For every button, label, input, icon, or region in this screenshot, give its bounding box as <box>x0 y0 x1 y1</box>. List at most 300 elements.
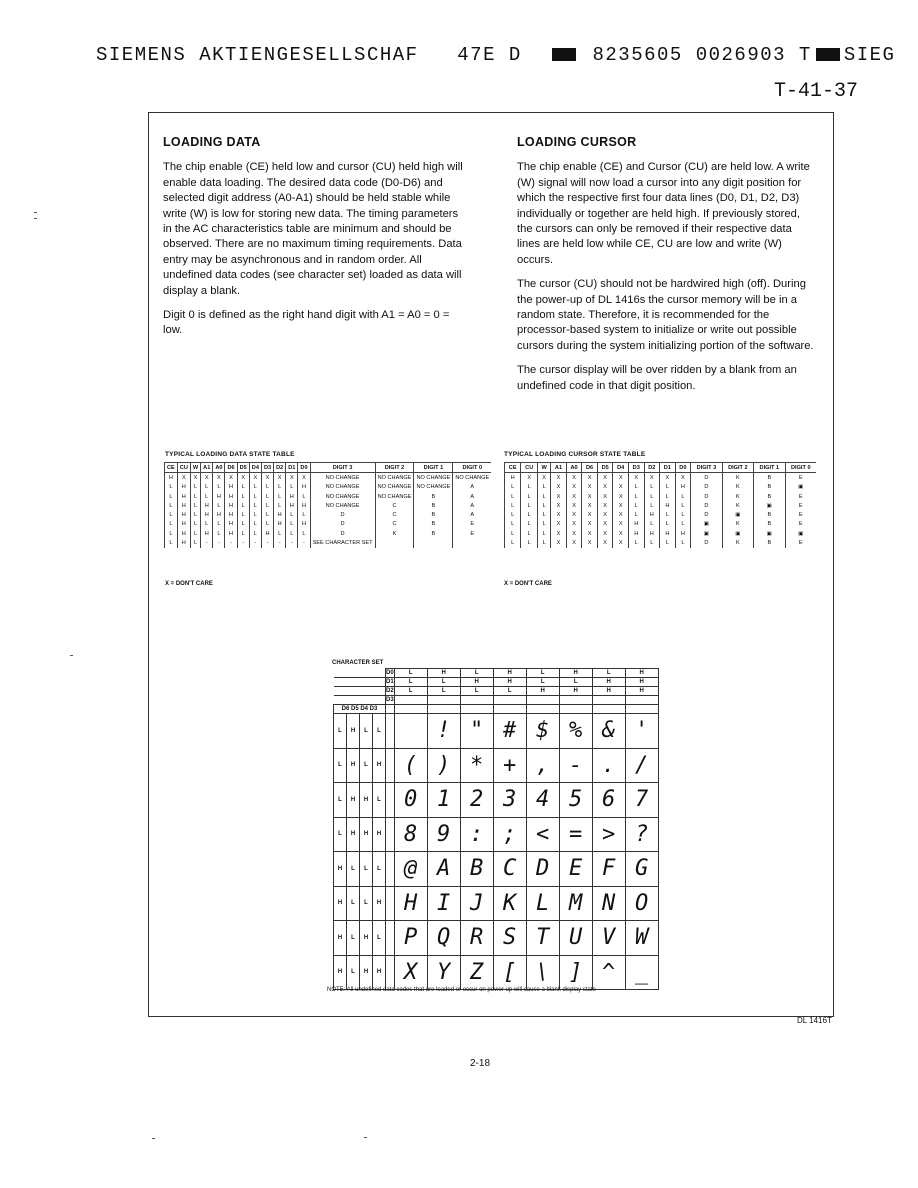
table-cell: X <box>521 473 538 483</box>
table-cell: L <box>165 538 178 547</box>
char-cell: I <box>427 886 460 921</box>
table-cell: B <box>414 529 453 538</box>
table-cell: X <box>551 529 567 538</box>
table-cell: L <box>261 501 273 510</box>
table-cell: H <box>177 483 190 492</box>
header-mid: 47E D <box>457 44 522 66</box>
table-cell: L <box>237 483 249 492</box>
row-bit: L <box>373 852 386 887</box>
table-cell: X <box>274 473 286 483</box>
char-cell: U <box>559 921 592 956</box>
header-cell: D5 <box>237 463 249 473</box>
char-cell: K <box>493 886 526 921</box>
table-cell: L <box>165 501 178 510</box>
table-cell: X <box>582 483 598 492</box>
table-cell: D <box>310 520 375 529</box>
table-cell: H <box>213 510 225 519</box>
table-cell: L <box>628 538 644 547</box>
table-cell: C <box>375 501 414 510</box>
bit-label: D1 <box>386 679 394 685</box>
table-cell: X <box>298 473 310 483</box>
header-cell: D4 <box>613 463 629 473</box>
header-cell: DIGIT 1 <box>754 463 785 473</box>
table-cell: X <box>597 492 613 501</box>
header-cell: D0 <box>675 463 691 473</box>
table-cell: H <box>177 501 190 510</box>
table-cell: L <box>628 483 644 492</box>
table-cell: L <box>644 492 660 501</box>
table-cell: D <box>310 510 375 519</box>
table-cell: B <box>754 538 785 547</box>
table-cell: L <box>675 538 691 547</box>
header-cell: D2 <box>644 463 660 473</box>
table-cell: X <box>644 473 660 483</box>
charset-row <box>334 852 659 887</box>
table-cell: - <box>225 538 237 547</box>
table-cell: X <box>582 510 598 519</box>
header-cell: DIGIT 2 <box>375 463 414 473</box>
table-cell: A <box>453 492 491 501</box>
bit-cell: H <box>493 669 526 678</box>
table-cell: X <box>597 520 613 529</box>
char-cell: ? <box>625 817 658 852</box>
table-cell: D <box>691 473 722 483</box>
table-cell: NO CHANGE <box>414 483 453 492</box>
header-right: SIEG <box>843 44 896 66</box>
table-cell: X <box>566 492 582 501</box>
table-cell: X <box>582 538 598 547</box>
table-cell: X <box>566 520 582 529</box>
header-cell: CE <box>505 463 521 473</box>
char-cell: 6 <box>592 783 625 818</box>
table-cell: L <box>660 538 676 547</box>
table-cell: H <box>225 510 237 519</box>
char-cell: S <box>493 921 526 956</box>
table-cell: L <box>660 510 676 519</box>
row-bit: L <box>373 714 386 749</box>
table-cell: X <box>613 501 629 510</box>
table-cell: L <box>213 501 225 510</box>
table-cell: L <box>505 538 521 547</box>
bit-cell: L <box>526 669 559 678</box>
table-cell: H <box>177 529 190 538</box>
row-bit: H <box>373 748 386 783</box>
table-cell: L <box>261 520 273 529</box>
cursor-table-title: TYPICAL LOADING CURSOR STATE TABLE <box>504 451 646 458</box>
header-code: 8235605 0026903 T <box>592 44 812 66</box>
char-cell: ) <box>427 748 460 783</box>
table-row <box>165 520 492 529</box>
char-cell: C <box>493 852 526 887</box>
row-bit: H <box>360 921 373 956</box>
table-cell: X <box>675 473 691 483</box>
table-cell: H <box>177 510 190 519</box>
row-bit: H <box>360 783 373 818</box>
row-bit: H <box>360 817 373 852</box>
table-cell: L <box>165 510 178 519</box>
bit-cell: L <box>592 669 625 678</box>
table-cell: - <box>286 538 298 547</box>
spacer-cell <box>460 705 493 714</box>
table-cell: L <box>201 520 213 529</box>
table-row <box>505 529 817 538</box>
table-cell: X <box>551 483 567 492</box>
table-cell: L <box>298 529 310 538</box>
char-cell: G <box>625 852 658 887</box>
row-bit: L <box>347 921 360 956</box>
table-cell: K <box>722 538 753 547</box>
scan-speck <box>34 212 37 213</box>
row-header: D6 D5 D4 D3 <box>334 705 386 714</box>
table-cell: X <box>613 492 629 501</box>
page-number: 2-18 <box>470 1058 491 1069</box>
char-cell: F <box>592 852 625 887</box>
char-cell: [ <box>493 955 526 990</box>
table-cell: X <box>551 510 567 519</box>
table-cell: K <box>722 483 753 492</box>
row-bit: L <box>360 714 373 749</box>
table-cell: NO CHANGE <box>310 492 375 501</box>
loading-cursor-p2: The cursor (CU) should not be hardwired high (off). During the power-up of DL 1416s the cursor memory will be in a random state. Therefore, it is recommended for the processor-based system to initialize or write out possible cursors during the system initializing portion of the software. <box>517 278 814 352</box>
table-cell: NO CHANGE <box>310 483 375 492</box>
table-cell: SEE CHARACTER SET <box>310 538 375 547</box>
table-cell: L <box>521 529 538 538</box>
table-cell: L <box>249 510 261 519</box>
table-cell: L <box>165 520 178 529</box>
table-cell: L <box>201 492 213 501</box>
table-cell: - <box>261 538 273 547</box>
table-cell: B <box>414 520 453 529</box>
table-cell: X <box>582 501 598 510</box>
table-cell: K <box>722 520 753 529</box>
row-bit: L <box>360 852 373 887</box>
char-cell: W <box>625 921 658 956</box>
table-cell: L <box>237 510 249 519</box>
bit-cell <box>526 696 559 705</box>
table-cell: X <box>597 529 613 538</box>
table-cell: X <box>628 473 644 483</box>
table-cell: X <box>551 538 567 547</box>
empty-cell <box>386 852 395 887</box>
table-cell: D <box>691 538 722 547</box>
loading-cursor-p1: The chip enable (CE) and Cursor (CU) are held low. A write (W) signal will now load a cursor into any digit position for which the respective first four data lines (D0, D1, D2, D3) individually or together are held high. If previously stored, the cursors can only be removed if their respective data lines are held low while CE, CU are low and write (W) occurs. <box>517 161 810 266</box>
table-cell: B <box>754 483 785 492</box>
char-cell: D <box>526 852 559 887</box>
table-row <box>505 520 817 529</box>
table-cell: H <box>675 483 691 492</box>
table-cell: K <box>722 501 753 510</box>
bit-cell <box>592 696 625 705</box>
table-cell: X <box>613 483 629 492</box>
table-cell: B <box>754 492 785 501</box>
char-cell: @ <box>394 852 427 887</box>
char-cell: & <box>592 714 625 749</box>
table-cell: NO CHANGE <box>375 483 414 492</box>
table-cell: H <box>201 510 213 519</box>
header-cell: D6 <box>582 463 598 473</box>
data-table-footnote: X = DON'T CARE <box>165 581 213 587</box>
header-cell: D1 <box>660 463 676 473</box>
loading-data-section <box>163 135 463 348</box>
bit-cell: L <box>526 678 559 687</box>
table-cell: X <box>286 473 298 483</box>
table-cell: E <box>453 520 491 529</box>
table-cell: L <box>274 501 286 510</box>
char-cell: . <box>592 748 625 783</box>
table-cell: H <box>201 529 213 538</box>
char-cell: Y <box>427 955 460 990</box>
table-cell: A <box>453 510 491 519</box>
table-cell: E <box>785 473 816 483</box>
table-cell: - <box>213 538 225 547</box>
table-cell: NO CHANGE <box>310 473 375 483</box>
table-cell: H <box>505 473 521 483</box>
table-cell: H <box>225 492 237 501</box>
char-cell: 0 <box>394 783 427 818</box>
header-cell: D5 <box>597 463 613 473</box>
char-cell: > <box>592 817 625 852</box>
char-cell: O <box>625 886 658 921</box>
bit-cell: H <box>559 669 592 678</box>
scan-speck <box>70 655 73 656</box>
table-cell: X <box>613 473 629 483</box>
header-cell: D1 <box>286 463 298 473</box>
table-cell: X <box>597 501 613 510</box>
table-cell: B <box>414 492 453 501</box>
header-cell: W <box>538 463 551 473</box>
char-cell <box>394 714 427 749</box>
table-cell: E <box>785 501 816 510</box>
table-cell: L <box>675 492 691 501</box>
row-bit: H <box>360 955 373 990</box>
table-cell: H <box>213 492 225 501</box>
table-cell: L <box>286 510 298 519</box>
table-cell: H <box>286 492 298 501</box>
table-cell: L <box>505 520 521 529</box>
table-cell: X <box>582 520 598 529</box>
table-cell: H <box>660 501 676 510</box>
table-cell: L <box>644 483 660 492</box>
bit-row <box>334 678 659 687</box>
char-cell: M <box>559 886 592 921</box>
spacer-cell <box>394 705 427 714</box>
table-cell: L <box>505 492 521 501</box>
table-cell: X <box>613 538 629 547</box>
table-cell: K <box>722 473 753 483</box>
charset-title: CHARACTER SET <box>332 660 384 666</box>
bit-cell: L <box>559 678 592 687</box>
table-header-row <box>505 463 817 473</box>
corner-cell <box>334 687 386 696</box>
table-row <box>505 492 817 501</box>
bit-cell: H <box>559 687 592 696</box>
table-cell: - <box>274 538 286 547</box>
table-cell: X <box>190 473 200 483</box>
table-cell: L <box>165 492 178 501</box>
table-cell: X <box>566 483 582 492</box>
table-cell: L <box>538 538 551 547</box>
table-cell: L <box>521 492 538 501</box>
char-cell: $ <box>526 714 559 749</box>
table-cell: L <box>274 483 286 492</box>
char-cell: _ <box>625 955 658 990</box>
table-cell: L <box>521 538 538 547</box>
table-cell: L <box>298 510 310 519</box>
bit-row <box>334 687 659 696</box>
empty-cell <box>386 886 395 921</box>
table-cell: C <box>375 520 414 529</box>
table-cell: H <box>298 520 310 529</box>
table-cell: X <box>237 473 249 483</box>
table-cell: L <box>538 520 551 529</box>
table-cell: X <box>613 510 629 519</box>
table-cell: X <box>597 483 613 492</box>
header-cell: DIGIT 1 <box>414 463 453 473</box>
table-cell: X <box>249 473 261 483</box>
table-cell: L <box>274 492 286 501</box>
table-cell: H <box>177 520 190 529</box>
empty-cell <box>386 748 395 783</box>
char-cell: L <box>526 886 559 921</box>
bit-label: D2 <box>386 688 394 694</box>
header-cell: D3 <box>261 463 273 473</box>
bit-label: D0 <box>386 670 394 676</box>
empty-cell <box>386 783 395 818</box>
empty-cell <box>386 921 395 956</box>
header-cell: A0 <box>566 463 582 473</box>
spacer-cell <box>625 705 658 714</box>
table-cell: E <box>785 520 816 529</box>
table-cell: L <box>505 510 521 519</box>
table-cell: B <box>754 510 785 519</box>
bit-cell: L <box>394 678 427 687</box>
table-cell: L <box>538 483 551 492</box>
table-cell <box>414 538 453 547</box>
bit-cell: L <box>427 678 460 687</box>
empty-cell <box>386 817 395 852</box>
char-cell: " <box>460 714 493 749</box>
table-cell: X <box>177 473 190 483</box>
table-cell: A <box>453 501 491 510</box>
row-bit: L <box>334 748 347 783</box>
char-cell: 9 <box>427 817 460 852</box>
bit-cell <box>460 696 493 705</box>
table-cell: L <box>249 492 261 501</box>
loading-cursor-section <box>517 135 815 403</box>
table-cell: D <box>691 492 722 501</box>
table-cell: H <box>628 520 644 529</box>
table-cell: L <box>190 483 200 492</box>
row-bit: H <box>347 748 360 783</box>
row-bit: H <box>334 955 347 990</box>
table-cell: - <box>298 538 310 547</box>
cursor-state-table <box>504 462 816 548</box>
table-cell: X <box>582 473 598 483</box>
bit-cell: L <box>394 687 427 696</box>
table-cell: X <box>566 510 582 519</box>
bit-cell: L <box>427 687 460 696</box>
table-cell: L <box>298 492 310 501</box>
char-cell: 8 <box>394 817 427 852</box>
table-cell: L <box>521 510 538 519</box>
char-cell: A <box>427 852 460 887</box>
loading-data-title: LOADING DATA <box>163 135 261 149</box>
bit-cell: L <box>493 687 526 696</box>
table-cell: L <box>213 483 225 492</box>
table-cell: L <box>644 538 660 547</box>
bit-cell: L <box>394 669 427 678</box>
header-cell: A1 <box>201 463 213 473</box>
bit-cell: H <box>427 669 460 678</box>
charset-row <box>334 748 659 783</box>
header-cell: D6 <box>225 463 237 473</box>
table-cell: H <box>286 501 298 510</box>
table-cell: X <box>597 538 613 547</box>
bit-cell <box>394 696 427 705</box>
table-cell: X <box>225 473 237 483</box>
table-cell: E <box>785 510 816 519</box>
table-cell: ▣ <box>722 510 753 519</box>
table-cell: X <box>566 538 582 547</box>
table-cell: X <box>566 501 582 510</box>
table-cell: H <box>177 538 190 547</box>
bit-cell: H <box>526 687 559 696</box>
spacer-cell <box>493 705 526 714</box>
table-cell: H <box>201 501 213 510</box>
char-cell: = <box>559 817 592 852</box>
table-cell: ▣ <box>754 501 785 510</box>
char-cell: H <box>394 886 427 921</box>
char-cell: ] <box>559 955 592 990</box>
table-cell: H <box>298 501 310 510</box>
table-cell: D <box>691 510 722 519</box>
table-cell: L <box>660 483 676 492</box>
charset-row <box>334 714 659 749</box>
corner-cell <box>334 696 386 705</box>
char-cell: # <box>493 714 526 749</box>
table-cell: H <box>225 529 237 538</box>
table-cell: X <box>566 529 582 538</box>
table-cell: NO CHANGE <box>453 473 491 483</box>
table-cell: B <box>414 501 453 510</box>
bit-row <box>334 696 659 705</box>
row-bit: H <box>334 921 347 956</box>
data-state-table <box>164 462 491 548</box>
table-cell: L <box>213 529 225 538</box>
header-cell: CE <box>165 463 178 473</box>
table-cell: H <box>274 520 286 529</box>
row-bit: L <box>347 886 360 921</box>
table-cell: B <box>414 510 453 519</box>
header-cell: D0 <box>298 463 310 473</box>
char-cell: - <box>559 748 592 783</box>
header-cell: D2 <box>274 463 286 473</box>
table-cell: ▣ <box>785 529 816 538</box>
part-number: DL 1416T <box>797 1016 832 1025</box>
table-cell: - <box>249 538 261 547</box>
header-cell: A1 <box>551 463 567 473</box>
table-cell: L <box>644 520 660 529</box>
char-cell: \ <box>526 955 559 990</box>
char-cell: 4 <box>526 783 559 818</box>
charset-row <box>334 921 659 956</box>
header-cell: D4 <box>249 463 261 473</box>
char-cell: ; <box>493 817 526 852</box>
table-cell: L <box>521 501 538 510</box>
header-cell: A0 <box>213 463 225 473</box>
table-cell: L <box>237 529 249 538</box>
empty-cell <box>386 955 395 990</box>
